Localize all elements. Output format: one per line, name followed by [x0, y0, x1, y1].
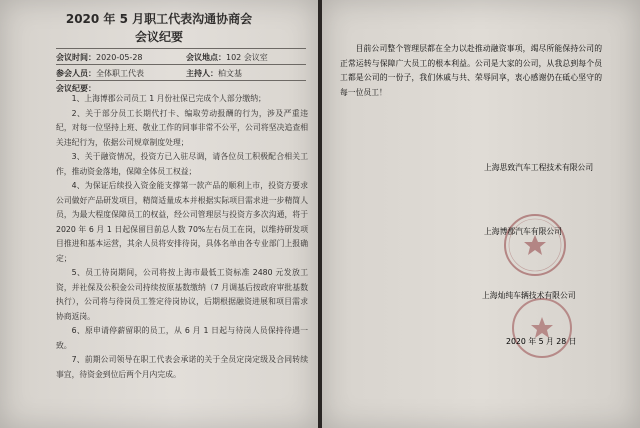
minutes-item-7: 7、前期公司领导在职工代表会承诺的关于全员定岗定级及合同转续事宜，待资金到位后两个月内完成。 — [56, 355, 308, 379]
place-label: 会议地点： — [186, 53, 226, 62]
meeting-place — [186, 52, 268, 63]
meeting-time — [56, 52, 143, 63]
place-value: 102 会议室 — [226, 53, 268, 62]
company-seal-icon — [510, 296, 574, 360]
title-divider — [56, 48, 306, 49]
minutes-item-4: 4、为保证后续投入资金能支撑第一款产品的顺利上市，投资方要求公司做好产品研发项目，精简适量成本并根据实际项目需求进一步精简人员，为最大程度保障员工的权益，经公司管理层与投资方多次沟通，将于 2020 年 6 月 1 日起保留目前总人数 70%左右员工在岗，以维持研发项目推进和基本运营，其余人员将安排待岗，具体名单由各专业部门上报确定； — [56, 181, 308, 263]
document-subtitle: 会议纪要 — [134, 30, 183, 44]
attendees-label: 参会人员： — [56, 69, 96, 78]
meta-divider-1 — [56, 64, 306, 65]
minutes-item-3: 3、关于融资情况，投资方已入驻尽调，请各位员工积极配合相关工作，推动资金落地，保障全体员工权益； — [56, 152, 308, 176]
minutes-item-6: 6、原申请停薪留职的员工，从 6 月 1 日起与待岗人员保持待遇一致。 — [56, 326, 308, 350]
minutes-item-5: 5、员工待岗期间，公司将按上海市最低工资标准 2480 元发放工资，并社保及公积金公司持续按原基数缴纳（7 月调基后按政府审批基数执行），公司将与待岗员工签定待岗协议，后期根据融资进展和项目需求协商返岗。 — [56, 268, 308, 321]
minutes-label: 会议纪要： — [56, 84, 96, 93]
minutes-item-1: 1、上海博郡公司员工 1 月份社保已完成个人部分缴纳； — [71, 94, 266, 103]
minutes-item-2: 2、关于部分员工长期代打卡、编取劳动报酬的行为，涉及严重违纪，对每一位坚持上班、敬业工作的同事非常不公平，公司将坚决追查相关违纪行为，依据公司规章制度处理； — [56, 108, 308, 147]
attendees — [56, 68, 144, 79]
signature-company-1: 上海思致汽车工程技术有限公司 — [484, 163, 594, 172]
time-label: 会议时间： — [56, 53, 96, 62]
signing-date: 2020 年 5 月 28 日 — [506, 337, 577, 346]
document-title: 2020 年 5 月职工代表沟通协商会 — [65, 12, 253, 26]
host — [186, 68, 242, 79]
signature-company-2: 上海博郡汽车有限公司 — [484, 227, 562, 236]
meta-divider-2 — [56, 80, 306, 81]
host-label: 主持人： — [186, 69, 218, 78]
host-value: 柏文基 — [218, 69, 242, 78]
left-page — [0, 0, 318, 428]
closing-text: 目前公司整个管理层都在全力以赴推动融资事项，竭尽所能保持公司的正常运转与保障广大员工的根本利益。公司是大家的公司，从我总到每个员工都是公司的一份子，我们休戚与共、荣辱同享，衷心感谢仍在砥心坚守的每一位员工！ — [340, 44, 602, 97]
closing-paragraph — [340, 42, 602, 100]
attendees-value: 全体职工代表 — [96, 69, 144, 78]
company-seal-icon — [502, 212, 568, 278]
time-value: 2020-05-28 — [96, 53, 143, 62]
minutes-body — [56, 92, 308, 382]
signature-company-3: 上海灿纯车辆技术有限公司 — [482, 291, 576, 300]
